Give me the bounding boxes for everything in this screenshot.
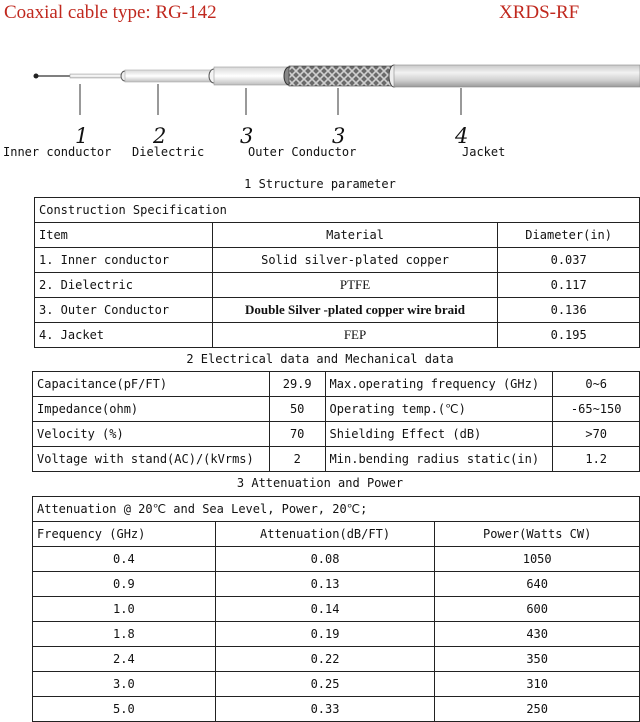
table-row	[33, 547, 640, 572]
label-outer-conductor: Outer Conductor	[248, 145, 357, 159]
brand-name: XRDS-RF	[499, 2, 580, 23]
attenuation-table	[32, 496, 640, 722]
item-cell: 1. Inner conductor	[35, 248, 213, 273]
material-cell: FEP	[212, 323, 498, 348]
power-cell: 350	[435, 647, 640, 672]
material-cell: Double Silver -plated copper wire braid	[212, 298, 498, 323]
table-row	[33, 622, 640, 647]
power-cell: 600	[435, 597, 640, 622]
table-row	[35, 273, 640, 298]
frequency-cell: 0.4	[33, 547, 216, 572]
frequency-cell: 0.9	[33, 572, 216, 597]
header-power: Power(Watts CW)	[435, 522, 640, 547]
label-dielectric: Dielectric	[132, 145, 205, 159]
attenuation-cell: 0.08	[215, 547, 435, 572]
table-row	[33, 672, 640, 697]
param-value: 0~6	[553, 372, 640, 397]
param-value: >70	[553, 422, 640, 447]
header-item: Item	[35, 223, 213, 248]
attenuation-cell: 0.13	[215, 572, 435, 597]
param-name: Velocity (%)	[33, 422, 270, 447]
param-value: 1.2	[553, 447, 640, 472]
attenuation-cell: 0.19	[215, 622, 435, 647]
frequency-cell: 1.0	[33, 597, 216, 622]
param-name: Impedance(ohm)	[33, 397, 270, 422]
param-value: 70	[269, 422, 325, 447]
param-name: Capacitance(pF/FT)	[33, 372, 270, 397]
part-number-3b: 3	[332, 124, 346, 148]
table-row	[33, 422, 640, 447]
header-attenuation: Attenuation(dB/FT)	[215, 522, 435, 547]
part-number-1: 1	[75, 124, 89, 148]
cable-cross-section-illustration	[0, 55, 640, 115]
item-cell: 4. Jacket	[35, 323, 213, 348]
attenuation-cell: 0.22	[215, 647, 435, 672]
frequency-cell: 3.0	[33, 672, 216, 697]
power-cell: 640	[435, 572, 640, 597]
table-row	[33, 397, 640, 422]
attenuation-cell: 0.14	[215, 597, 435, 622]
part-number-4: 4	[455, 124, 469, 148]
table-row	[33, 597, 640, 622]
table-row	[33, 447, 640, 472]
param-value: 50	[269, 397, 325, 422]
param-name: Shielding Effect (dB)	[325, 422, 553, 447]
part-number-3a: 3	[240, 124, 254, 148]
power-cell: 250	[435, 697, 640, 722]
material-cell: PTFE	[212, 273, 498, 298]
power-cell: 1050	[435, 547, 640, 572]
frequency-cell: 1.8	[33, 622, 216, 647]
param-value: 29.9	[269, 372, 325, 397]
table-row	[35, 323, 640, 348]
part-number-2: 2	[153, 124, 167, 148]
item-cell: 3. Outer Conductor	[35, 298, 213, 323]
diameter-cell: 0.037	[498, 248, 640, 273]
param-name: Operating temp.(℃)	[325, 397, 553, 422]
table-row	[33, 647, 640, 672]
attenuation-section-title: 3 Attenuation and Power	[236, 476, 404, 490]
diameter-cell: 0.117	[498, 273, 640, 298]
frequency-cell: 5.0	[33, 697, 216, 722]
structure-caption: Construction Specification	[35, 198, 640, 223]
power-cell: 310	[435, 672, 640, 697]
param-name: Min.bending radius static(in)	[325, 447, 553, 472]
header-diameter: Diameter(in)	[498, 223, 640, 248]
table-row	[33, 372, 640, 397]
frequency-cell: 2.4	[33, 647, 216, 672]
header-frequency: Frequency (GHz)	[33, 522, 216, 547]
param-name: Max.operating frequency (GHz)	[325, 372, 553, 397]
attenuation-cell: 0.25	[215, 672, 435, 697]
attenuation-cell: 0.33	[215, 697, 435, 722]
cable-type-title: Coaxial cable type: RG-142	[4, 2, 217, 23]
param-name: Voltage with stand(AC)/(kVrms)	[33, 447, 270, 472]
structure-table	[34, 197, 640, 348]
electrical-table	[32, 371, 640, 472]
param-value: -65~150	[553, 397, 640, 422]
label-inner-conductor: Inner conductor	[3, 145, 112, 159]
material-cell: Solid silver-plated copper	[212, 248, 498, 273]
table-row	[35, 248, 640, 273]
attenuation-caption: Attenuation @ 20℃ and Sea Level, Power, 20℃;	[33, 497, 640, 522]
power-cell: 430	[435, 622, 640, 647]
table-row	[33, 572, 640, 597]
item-cell: 2. Dielectric	[35, 273, 213, 298]
table-row	[33, 697, 640, 722]
structure-section-title: 1 Structure parameter	[244, 177, 396, 191]
table-row	[35, 298, 640, 323]
diameter-cell: 0.136	[498, 298, 640, 323]
label-jacket: Jacket	[462, 145, 506, 159]
diameter-cell: 0.195	[498, 323, 640, 348]
header-material: Material	[212, 223, 498, 248]
param-value: 2	[269, 447, 325, 472]
electrical-section-title: 2 Electrical data and Mechanical data	[186, 352, 454, 366]
